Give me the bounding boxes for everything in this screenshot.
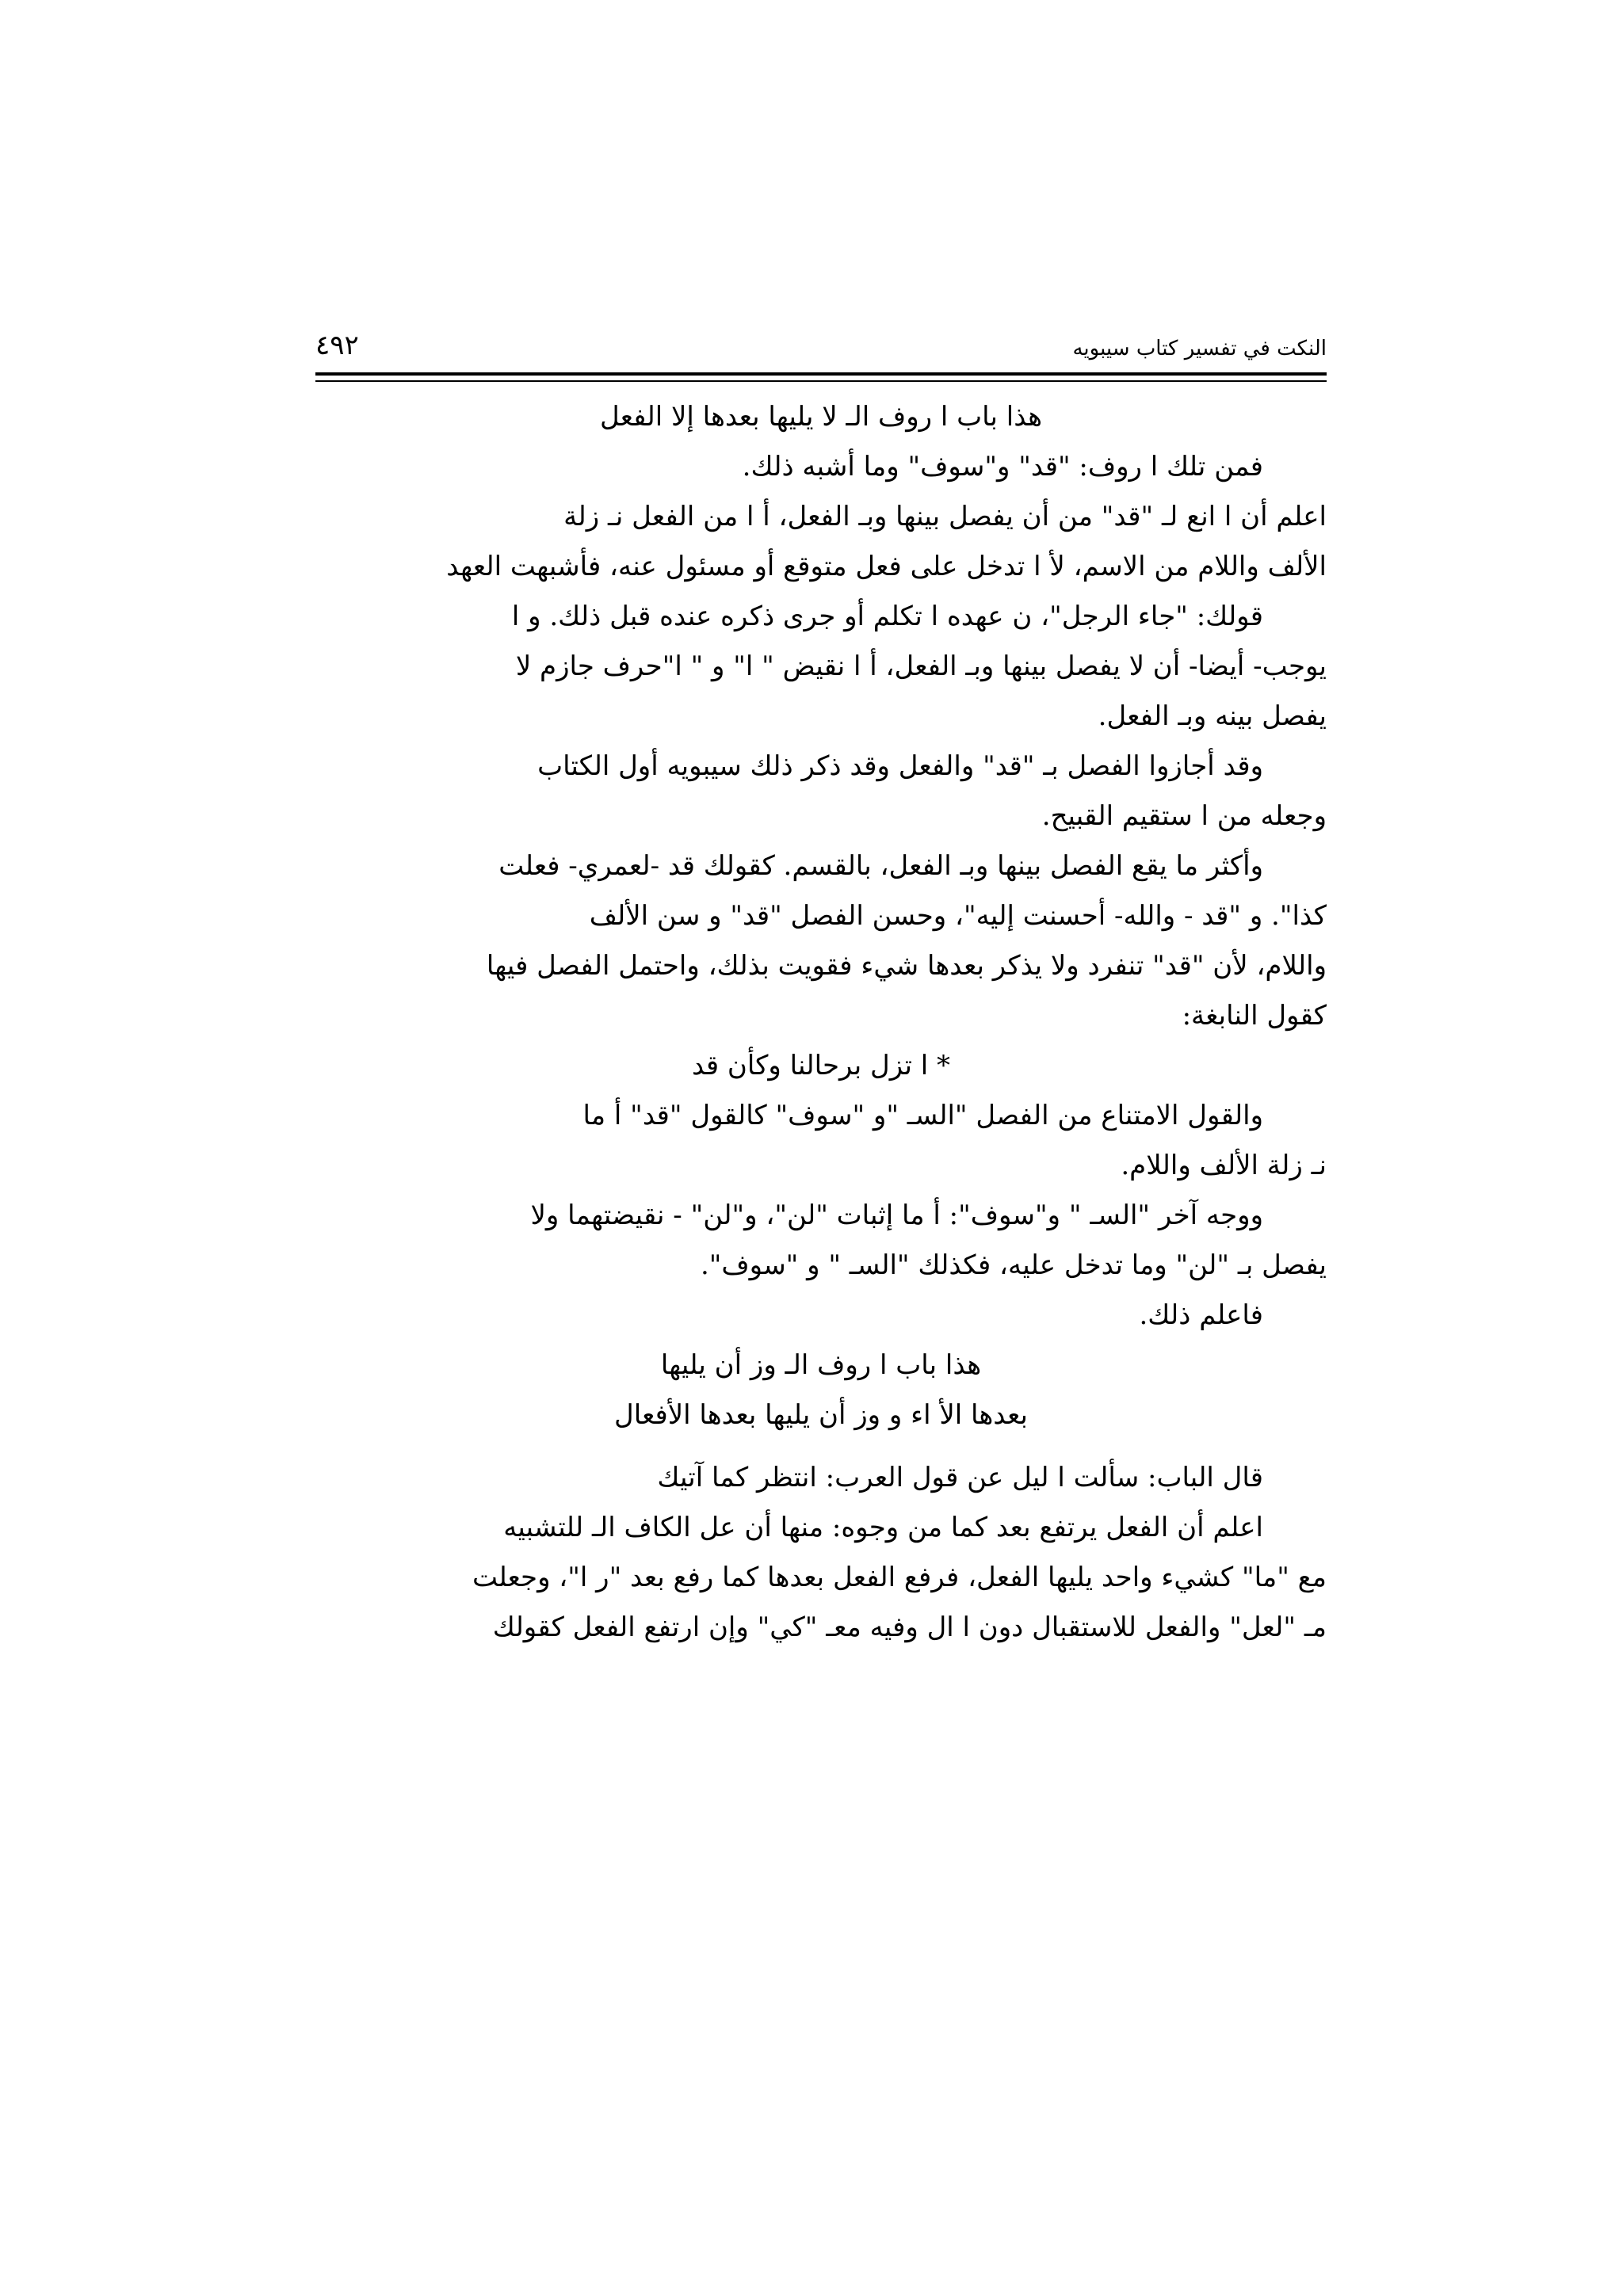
running-header xyxy=(315,301,1327,364)
text-line: الألف واللام من الاسم، لأ ا تدخل على فعل متوقع أو مسئول عنه، فأشبهت العهد xyxy=(446,551,1327,582)
poetry-verse: * ا تزل برحالنا وكأن قد xyxy=(691,1050,951,1081)
text-line: يفصل بـ "لن" وما تدخل عليه، فكذلك "السـ " و "سوف". xyxy=(700,1249,1327,1281)
text-line: يوجب- أيضا- أن لا يفصل بينها وبـ الفعل، أ ا نقيض " ا" و " ا"حرف جازم لا xyxy=(515,650,1327,682)
text-line: فاعلم ذلك. xyxy=(1139,1299,1263,1331)
text-line: واللام، لأن "قد" تنفرد ولا يذكر بعدها شيء فقويت بذلك، واحتمل الفصل فيها xyxy=(486,950,1327,982)
text-line: وقد أجازوا الفصل بـ "قد" والفعل وقد ذكر ذلك سيبويه أول الكتاب xyxy=(537,750,1263,782)
text-line: والقول الامتناع من الفصل "السـ "و "سوف" كالقول "قد" أ ما xyxy=(582,1100,1263,1131)
chapter-heading: هذا باب ا روف الـ لا يليها بعدها إلا الفعل xyxy=(599,401,1042,433)
chapter-heading: هذا باب ا روف الـ وز أن يليها xyxy=(660,1349,982,1381)
text-line: مـ "لعل" والفعل للاستقبال دون ا ال وفيه معـ "كي" وإن ارتفع الفعل كقولك xyxy=(492,1611,1327,1643)
text-line: اعلم أن ا انع لـ "قد" من أن يفصل بينها وبـ الفعل، أ ا من الفعل نـ زلة xyxy=(563,501,1327,532)
header-rule-thin xyxy=(315,380,1327,382)
text-line: مع "ما" كشيء واحد يليها الفعل، فرفع الفعل بعدها كما رفع بعد "ر ا"، وجعلت xyxy=(472,1562,1327,1593)
text-line: قولك: "جاء الرجل"، ن عهده ا تكلم أو جرى ذكره عنده قبل ذلك. و ا xyxy=(511,601,1263,632)
text-line: يفصل بينه وبـ الفعل. xyxy=(1098,700,1327,732)
text-line: اعلم أن الفعل يرتفع بعد كما من وجوه: منها أن عل الكاف الـ للتشبيه xyxy=(503,1512,1263,1543)
page-body xyxy=(315,392,1327,1653)
text-line: وأكثر ما يقع الفصل بينها وبـ الفعل، بالقسم. كقولك قد -لعمري- فعلت xyxy=(498,850,1263,882)
text-line: فمن تلك ا روف: "قد" و"سوف" وما أشبه ذلك. xyxy=(742,451,1263,482)
text-line: قال الباب: سألت ا ليل عن قول العرب: انتظر كما آتيك xyxy=(657,1462,1263,1493)
text-line: كذا". و "قد - والله- أحسنت إليه"، وحسن الفصل "قد" و سن الألف xyxy=(589,900,1327,932)
text-line: كقول النابغة: xyxy=(1182,1000,1327,1032)
text-line: وجعله من ا ستقيم القبيح. xyxy=(1041,800,1327,832)
book-page xyxy=(315,301,1327,1643)
header-rule-thick xyxy=(315,372,1327,376)
text-line: ووجه آخر "السـ " و"سوف": أ ما إثبات "لن"، و"لن" - نقيضتهما ولا xyxy=(530,1199,1263,1231)
book-title: النكت في تفسير كتاب سيبويه xyxy=(1072,337,1327,360)
page-number: ٤٩٢ xyxy=(315,330,359,361)
text-line: نـ زلة الألف واللام. xyxy=(1121,1150,1327,1181)
chapter-heading: بعدها الأ اء و وز أن يليها بعدها الأفعال xyxy=(614,1399,1028,1431)
